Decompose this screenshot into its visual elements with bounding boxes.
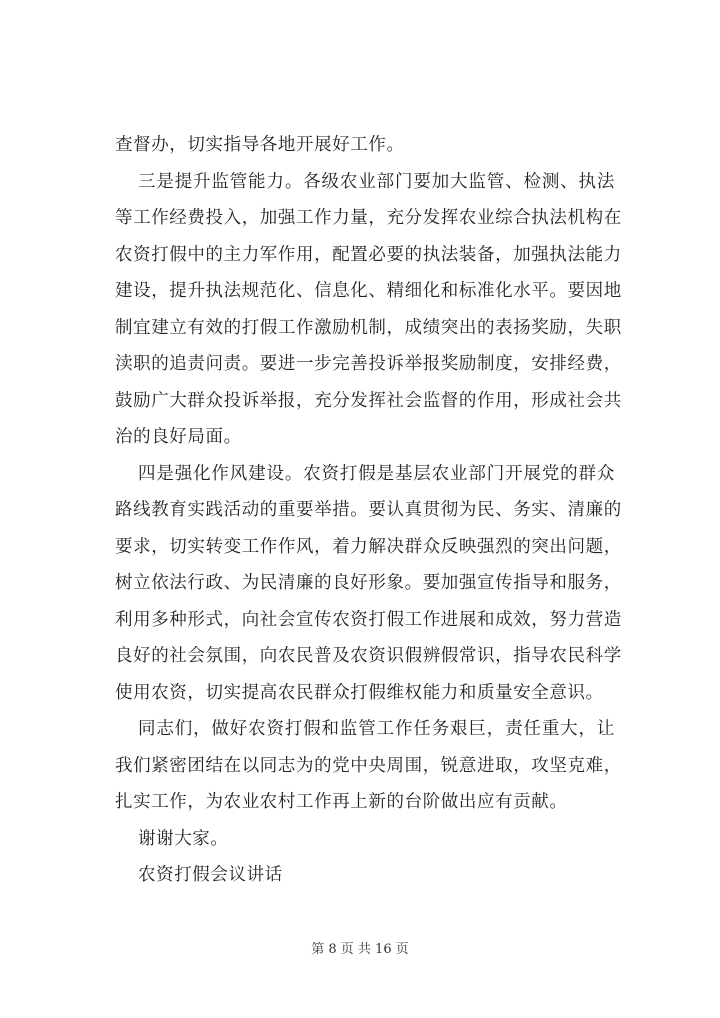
text-line: 良好的社会氛围，向农民普及农资识假辨假常识，指导农民科学: [115, 646, 622, 666]
text-line: 等工作经费投入，加强工作力量，充分发挥农业综合执法机构在: [115, 208, 622, 228]
text-line: 利用多种形式，向社会宣传农资打假工作进展和成效，努力营造: [115, 609, 622, 630]
document-body: [115, 127, 622, 894]
text-line: 查督办，切实指导各地开展好工作。: [115, 135, 405, 155]
text-line: 扎实工作，为农业农村工作再上新的台阶做出应有贡献。: [115, 792, 568, 812]
text-line: 农资打假会议讲话: [138, 865, 283, 885]
text-line: 制宜建立有效的打假工作激励机制，成绩突出的表扬奖励，失职: [115, 317, 622, 338]
text-line: 同志们，做好农资打假和监管工作任务艰巨，责任重大，让: [138, 719, 615, 739]
text-line: 路线教育实践活动的重要举措。要认真贯彻为民、务实、清廉的: [115, 500, 622, 520]
page-number-footer: 第 8 页 共 16 页: [311, 942, 409, 957]
text-line: 鼓励广大群众投诉举报，充分发挥社会监督的作用，形成社会共: [115, 390, 622, 411]
text-line: 治的良好局面。: [115, 427, 242, 447]
text-line: 三是提升监管能力。各级农业部门要加大监管、检测、执法: [138, 171, 615, 192]
text-line: 农资打假中的主力军作用，配置必要的执法装备，加强执法能力: [115, 244, 622, 265]
text-line: 要求，切实转变工作作风，着力解决群众反映强烈的突出问题，: [115, 536, 622, 557]
text-line: 使用农资，切实提高农民群众打假维权能力和质量安全意识。: [115, 682, 604, 703]
text-line: 渎职的追责问责。要进一步完善投诉举报奖励制度，安排经费，: [115, 354, 622, 374]
text-line: 我们紧密团结在以同志为的党中央周围，锐意进取，攻坚克难，: [115, 755, 622, 776]
text-line: 建设，提升执法规范化、信息化、精细化和标准化水平。要因地: [115, 281, 622, 301]
text-line: 四是强化作风建设。农资打假是基层农业部门开展党的群众: [138, 463, 615, 484]
text-line: 谢谢大家。: [138, 828, 229, 849]
text-line: 树立依法行政、为民清廉的良好形象。要加强宣传指导和服务，: [115, 573, 622, 593]
